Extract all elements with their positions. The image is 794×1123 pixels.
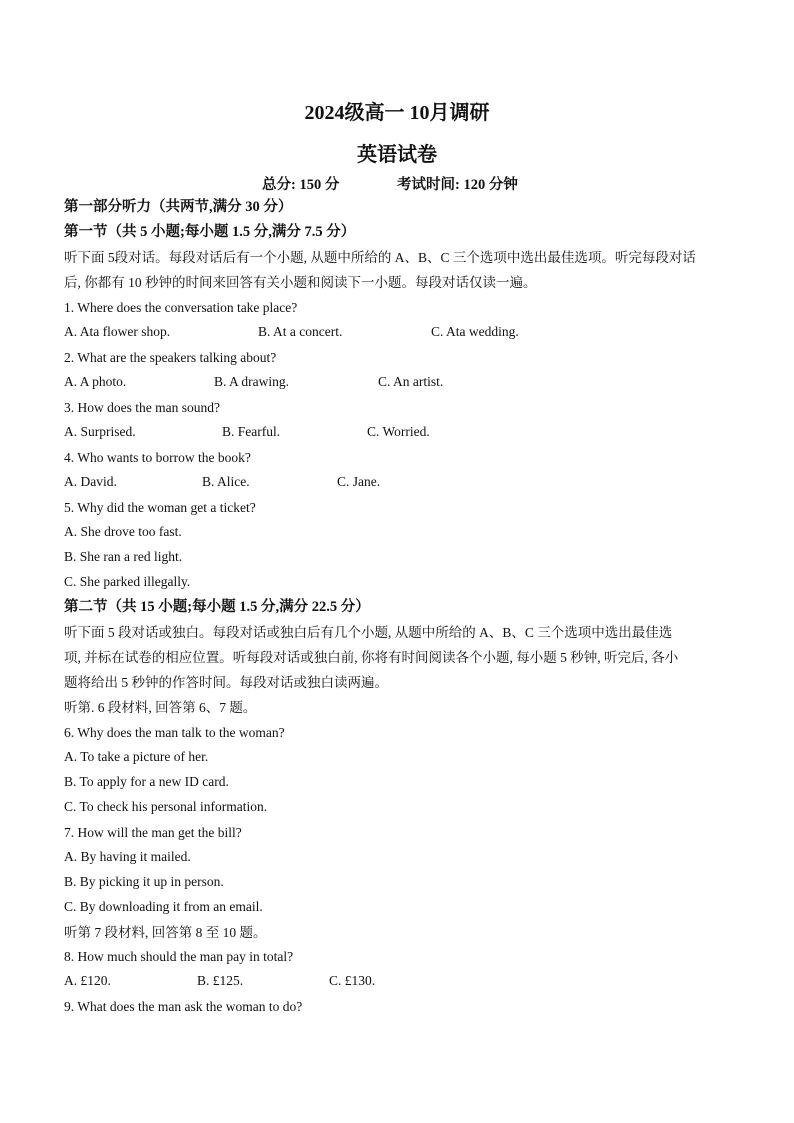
exam-title: 2024级高一 10月调研 (304, 102, 490, 124)
question-4-stem: 4. Who wants to borrow the book? (64, 450, 251, 465)
question-4-option-c: C. Jane. (337, 474, 381, 489)
question-6-stem: 6. Why does the man talk to the woman? (64, 725, 285, 740)
question-4-option-a: A. David. (64, 474, 117, 489)
question-1-option-b: B. At a concert. (258, 324, 343, 339)
question-3-option-c: C. Worried. (367, 424, 430, 439)
instruction-line: 后, 你都有 10 秒钟的时间来回答有关小题和阅读下一小题。每段对话仅读一遍。 (64, 275, 537, 290)
instruction-line: 项, 并标在试卷的相应位置。听每段对话或独白前, 你将有时间阅读各个小题, 每小题 5 秒钟, 听完后, 各小 (64, 650, 679, 665)
question-2-option-b: B. A drawing. (214, 374, 290, 389)
question-8-stem: 8. How much should the man pay in total? (64, 949, 294, 964)
question-5-option-b: B. She ran a red light. (64, 549, 183, 564)
question-9-stem: 9. What does the man ask the woman to do? (64, 999, 303, 1014)
total-score: 总分: 150 分 (262, 177, 340, 193)
instruction-line: 听下面 5段对话。每段对话后有一个小题, 从题中所给的 A、B、C 三个选项中选出最佳选项。听完每段对话 (64, 250, 696, 265)
question-1-option-a: A. Ata flower shop. (64, 324, 171, 339)
question-2-option-a: A. A photo. (64, 374, 127, 389)
exam-subtitle: 英语试卷 (357, 144, 437, 166)
question-5-option-a: A. She drove too fast. (64, 524, 182, 539)
part1-heading: 第一部分听力（共两节,满分 30 分） (64, 199, 293, 215)
question-2-option-c: C. An artist. (378, 374, 444, 389)
question-3-option-a: A. Surprised. (64, 424, 136, 439)
material-7-note: 听第 7 段材料, 回答第 8 至 10 题。 (64, 925, 267, 940)
question-5-option-c: C. She parked illegally. (64, 574, 191, 589)
question-8-option-c: C. £130. (329, 973, 376, 988)
instruction-line: 题将给出 5 秒钟的作答时间。每段对话或独白读两遍。 (64, 675, 388, 690)
exam-time: 考试时间: 120 分钟 (397, 177, 518, 193)
question-1-option-c: C. Ata wedding. (431, 324, 519, 339)
question-7-option-b: B. By picking it up in person. (64, 874, 224, 889)
section1-instructions (64, 245, 734, 295)
section1-heading: 第一节（共 5 小题;每小题 1.5 分,满分 7.5 分） (64, 224, 356, 240)
question-7-option-c: C. By downloading it from an email. (64, 899, 263, 914)
question-3-option-b: B. Fearful. (222, 424, 281, 439)
question-1-stem: 1. Where does the conversation take place? (64, 300, 298, 315)
instruction-line: 听下面 5 段对话或独白。每段对话或独白后有几个小题, 从题中所给的 A、B、C 三个选项中选出最佳选 (64, 625, 673, 640)
question-8-option-b: B. £125. (197, 973, 244, 988)
question-3-stem: 3. How does the man sound? (64, 400, 220, 415)
section2-instructions (64, 620, 734, 695)
question-4-option-b: B. Alice. (202, 474, 250, 489)
question-6-option-a: A. To take a picture of her. (64, 749, 209, 764)
material-6-note: 听第. 6 段材料, 回答第 6、7 题。 (64, 700, 257, 715)
question-6-option-b: B. To apply for a new ID card. (64, 774, 229, 789)
question-6-option-c: C. To check his personal information. (64, 799, 268, 814)
question-7-stem: 7. How will the man get the bill? (64, 825, 242, 840)
section2-heading: 第二节（共 15 小题;每小题 1.5 分,满分 22.5 分） (64, 599, 370, 615)
question-8-option-a: A. £120. (64, 973, 111, 988)
question-5-stem: 5. Why did the woman get a ticket? (64, 500, 256, 515)
question-7-option-a: A. By having it mailed. (64, 849, 191, 864)
question-2-stem: 2. What are the speakers talking about? (64, 350, 277, 365)
